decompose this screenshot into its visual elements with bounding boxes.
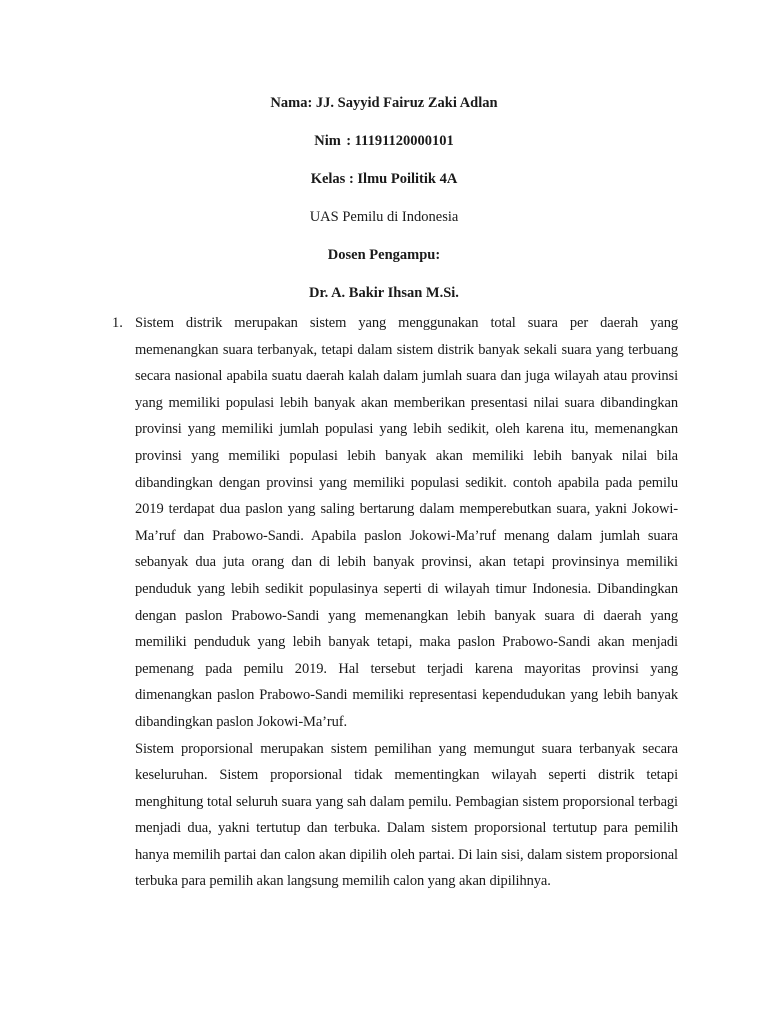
answer-content	[0, 310, 768, 895]
paragraph-district-system: Sistem distrik merupakan sistem yang menggunakan total suara per daerah yang memenangkan suara terbanyak, tetapi dalam sistem distrik banyak sekali suara yang terbuang secara nasional apabila suatu daerah kalah dalam jumlah suara dan juga wilayah atau provinsi yang memiliki populasi lebih banyak akan memberikan presentasi nilai suara dibandingkan provinsi yang memiliki jumlah populasi yang lebih sedikit, oleh karena itu, memenangkan provinsi yang memiliki populasi lebih banyak akan memiliki lebih banyak nilai bila dibandingkan dengan provinsi yang memiliki populasi sedikit. contoh apabila pada pemilu 2019 terdapat dua paslon yang saling bertarung dalam memperebutkan suara, yakni Jokowi-Ma’ruf dan Prabowo-Sandi. Apabila paslon Jokowi-Ma’ruf menang dalam jumlah suara sebanyak dua juta orang dan di lebih banyak provinsi, akan tetapi provinsinya memiliki penduduk yang lebih sedikit populasinya seperti di wilayah timur Indonesia. Dibandingkan dengan paslon Prabowo-Sandi yang memenangkan lebih banyak suara di daerah yang memiliki penduduk yang lebih banyak tetapi, maka paslon Prabowo-Sandi akan menjadi pemenang pada pemilu 2019. Hal tersebut terjadi karena mayoritas provinsi yang dimenangkan paslon Prabowo-Sandi memiliki representasi kependudukan yang lebih banyak dibandingkan paslon Jokowi-Ma’ruf.	[135, 315, 678, 730]
student-name: Nama: JJ. Sayyid Fairuz Zaki Adlan	[270, 95, 498, 111]
answer-item-1	[0, 310, 768, 895]
document-header	[0, 92, 768, 320]
paragraph-proportional-system: Sistem proporsional merupakan sistem pemilihan yang memungut suara terbanyak secara keseluruhan. Sistem proporsional tidak mementingkan wilayah seperti distrik tetapi menghitung total seluruh suara yang sah dalam pemilu. Pembagian sistem proporsional terbagi menjadi dua, yakni tertutup dan terbuka. Dalam sistem proporsional tertutup para pemilih hanya memilih partai dan calon akan dipilih oleh partai. Di lain sisi, dalam sistem proporsional terbuka para pemilih akan langsung memilih calon yang akan dipilihnya.	[135, 740, 678, 890]
answer-number: 1.	[112, 315, 123, 331]
lecturer-label: Dosen Pengampu:	[327, 247, 441, 263]
lecturer-name: Dr. A. Bakir Ihsan M.Si.	[309, 285, 459, 301]
course-title: UAS Pemilu di Indonesia	[309, 209, 459, 225]
nim-label: Nim	[314, 133, 341, 149]
student-class: Kelas : Ilmu Poilitik 4A	[310, 171, 458, 187]
student-nim	[0, 130, 768, 168]
nim-value: : 11191120000101	[346, 133, 454, 149]
